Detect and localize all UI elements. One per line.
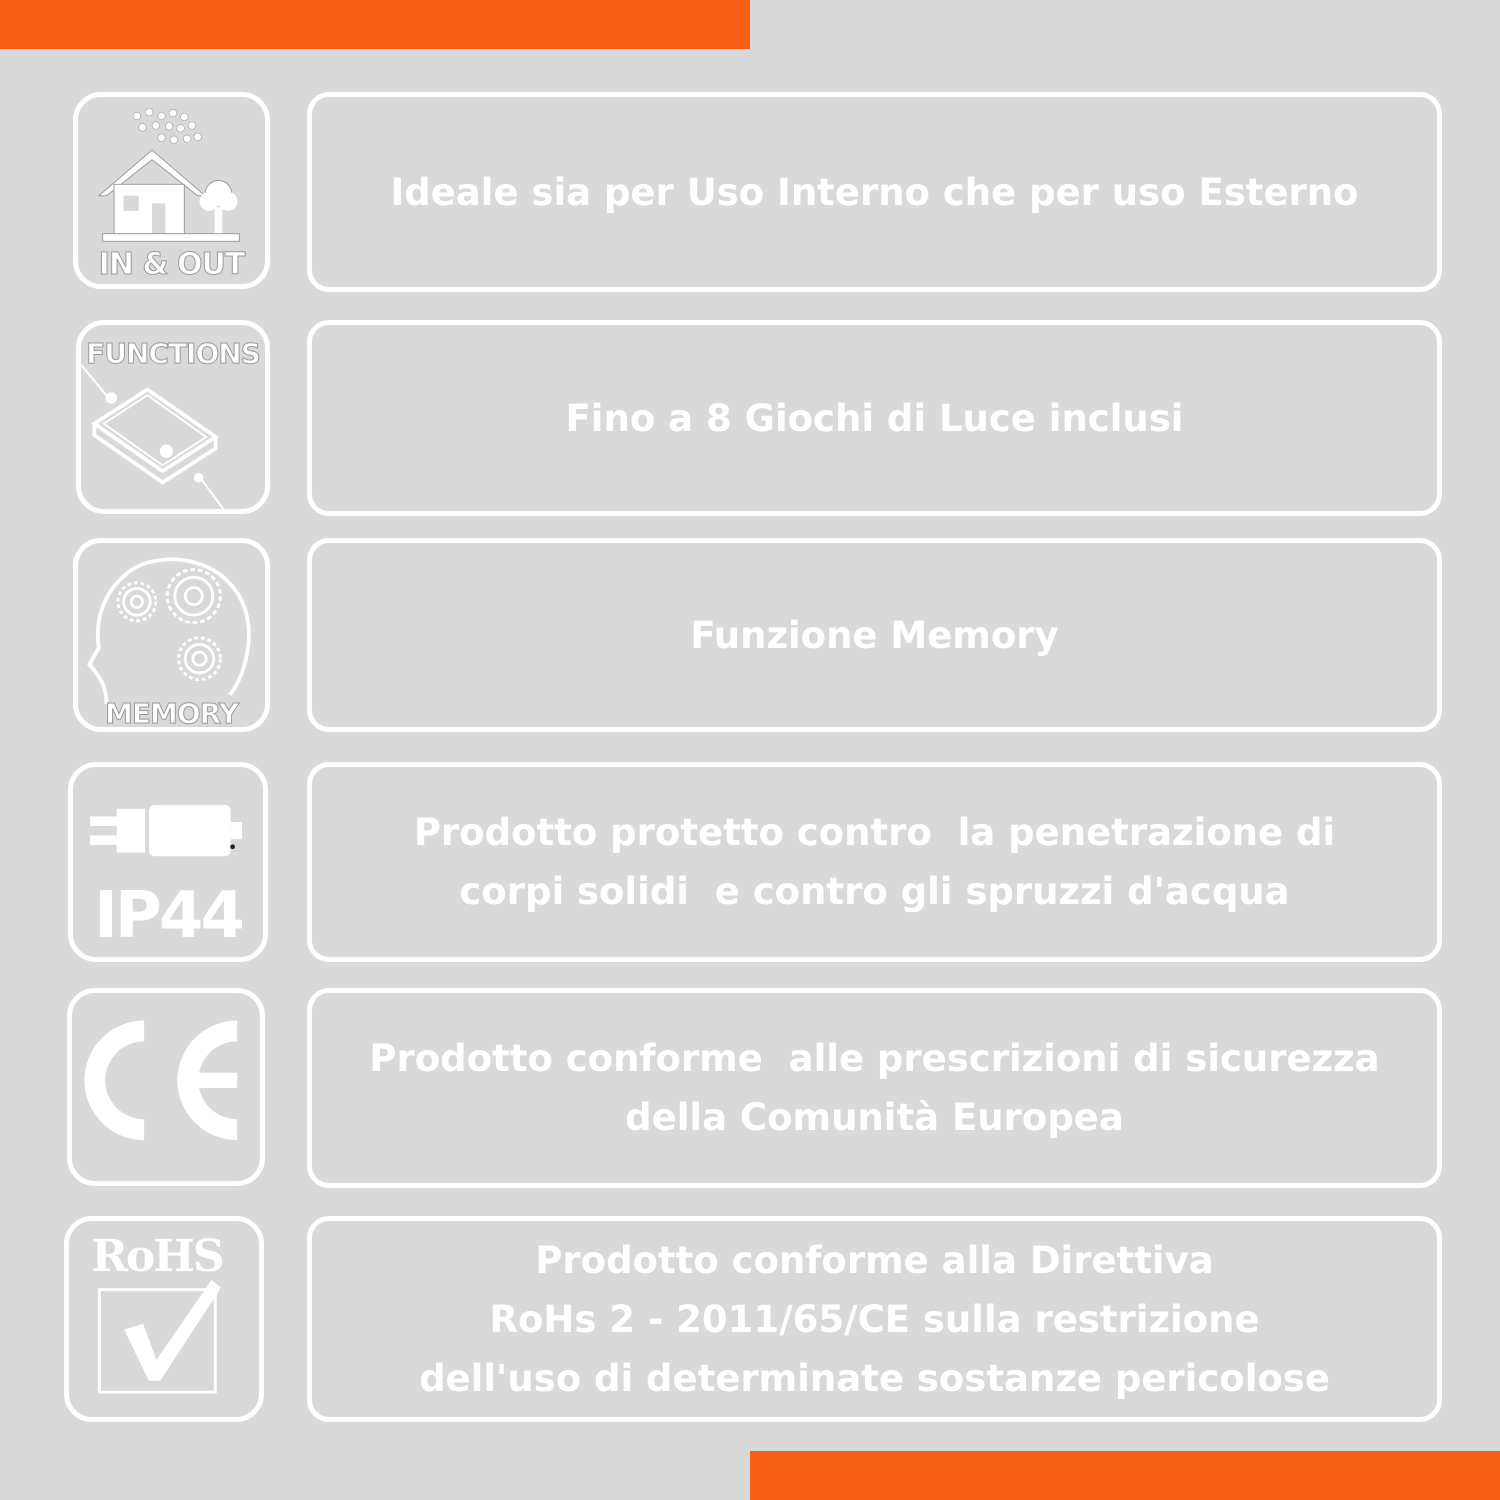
- rohs-icon-label: RoHS: [91, 1231, 223, 1282]
- ce-mark-icon: [72, 993, 260, 1181]
- feature-text: Ideale sia per Uso Interno che per uso Esterno: [390, 170, 1359, 214]
- feature-box-indoor-outdoor: [307, 92, 1442, 292]
- feature-box-ce: [307, 988, 1442, 1188]
- feature-text: dell'uso di determinate sostanze pericolose: [419, 1356, 1330, 1400]
- functions-icon-label: FUNCTIONS: [86, 337, 260, 370]
- in-out-icon-label: IN & OUT: [98, 247, 245, 282]
- bottom-accent-bar: [750, 1451, 1500, 1500]
- feature-text: corpi solidi e contro gli spruzzi d'acqua: [459, 870, 1290, 913]
- feature-text: Prodotto conforme alle prescrizioni di sicurezza: [369, 1037, 1380, 1080]
- feature-box-memory: [307, 538, 1442, 732]
- feature-box-rohs: [307, 1216, 1442, 1422]
- feature-text: Funzione Memory: [690, 613, 1059, 657]
- feature-text: RoHs 2 - 2011/65/CE sulla restrizione: [489, 1297, 1260, 1341]
- memory-icon-box: [73, 538, 270, 732]
- ce-icon-box: [67, 988, 265, 1186]
- feature-text: della Comunità Europea: [625, 1096, 1124, 1139]
- functions-icon-box: [76, 320, 270, 514]
- feature-box-light-games: [307, 320, 1442, 516]
- feature-text: Prodotto protetto contro la penetrazione di: [413, 811, 1336, 854]
- in-out-icon-box: [73, 92, 270, 289]
- rohs-icon-box: [64, 1216, 264, 1422]
- top-accent-bar: [0, 0, 750, 49]
- feature-text: Prodotto conforme alla Direttiva: [535, 1238, 1214, 1282]
- ip44-icon-label: IP44: [94, 879, 242, 953]
- memory-icon-label: MEMORY: [105, 697, 238, 730]
- feature-box-ip44: [307, 762, 1442, 962]
- feature-text: Fino a 8 Giochi di Luce inclusi: [565, 396, 1184, 440]
- ip44-icon-box: [68, 762, 268, 962]
